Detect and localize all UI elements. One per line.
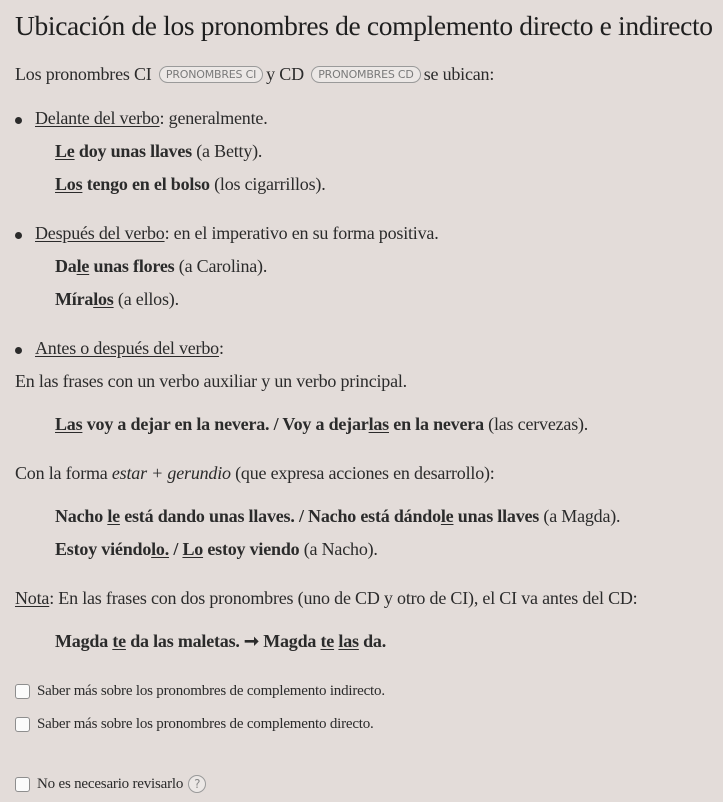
section-despues	[35, 223, 439, 244]
text: Antes o después del verbo	[35, 338, 219, 358]
bold-text: Nacho	[55, 506, 108, 526]
bold-text: da.	[358, 631, 387, 651]
text: : en el imperativo en su forma positiva.	[164, 223, 439, 243]
text: Saber más sobre los pronombres de complemento directo.	[37, 716, 374, 732]
bold-text: te	[112, 631, 126, 651]
text: No es necesario revisarlo	[37, 775, 184, 792]
text: (los cigarrillos).	[209, 174, 326, 194]
bold-text: unas flores	[89, 256, 175, 276]
pronombres-ci-tag[interactable]: PRONOMBRES CI	[159, 66, 263, 83]
text: (a Nacho).	[299, 539, 378, 559]
help-icon[interactable]: ?	[188, 775, 206, 793]
checkbox[interactable]	[15, 684, 30, 699]
pronombres-cd-tag[interactable]: PRONOMBRES CD	[311, 66, 420, 83]
bold-text: las	[368, 414, 389, 434]
text: (a ellos).	[113, 289, 179, 309]
bold-text: le	[76, 256, 90, 276]
bold-text: lo.	[151, 539, 170, 559]
note-paragraph	[15, 588, 637, 609]
page-title: Ubicación de los pronombres de complemento directo e indirecto	[15, 10, 713, 41]
bullet-icon	[15, 347, 22, 354]
text: y CD	[266, 64, 304, 84]
bold-text: te	[320, 631, 335, 651]
text: Saber más sobre los pronombres de complemento indirecto.	[37, 683, 385, 699]
example	[55, 506, 620, 527]
bullet-icon	[15, 117, 22, 124]
bold-text: estoy viendo	[203, 539, 300, 559]
bold-text: da las maletas. ➞ Magda	[125, 631, 321, 651]
bold-text: /	[169, 539, 183, 559]
bold-text: le	[440, 506, 454, 526]
section-delante	[35, 108, 268, 129]
bold-text: los	[93, 289, 114, 309]
example	[55, 414, 588, 435]
text: (a Carolina).	[174, 256, 268, 276]
checkbox-directo[interactable]	[15, 716, 374, 733]
bold-text: Estoy viéndo	[55, 539, 152, 559]
bold-text: doy unas llaves	[74, 141, 192, 161]
example	[55, 256, 267, 277]
checkbox-no-revisar[interactable]	[15, 775, 206, 793]
italic-text: estar + gerundio	[111, 463, 231, 483]
bold-text: Da	[55, 256, 77, 276]
bold-text: Lo	[182, 539, 204, 559]
text: (que expresa acciones en desarrollo):	[230, 463, 495, 483]
example	[55, 174, 326, 195]
text: (las cervezas).	[483, 414, 589, 434]
bold-text: en la nevera	[388, 414, 484, 434]
text: Delante del verbo	[35, 108, 160, 128]
checkbox[interactable]	[15, 717, 30, 732]
checkbox-indirecto[interactable]	[15, 683, 385, 700]
bold-text: unas llaves	[453, 506, 540, 526]
example	[55, 289, 179, 310]
text: Después del verbo	[35, 223, 165, 243]
intro-paragraph	[15, 64, 494, 85]
bullet-icon	[15, 232, 22, 239]
text: Los pronombres CI	[15, 64, 152, 84]
bold-text: tengo en el bolso	[82, 174, 210, 194]
bold-text: voy a dejar en la nevera. / Voy a dejar	[82, 414, 369, 434]
text: (a Betty).	[191, 141, 263, 161]
example	[55, 141, 262, 162]
example	[55, 539, 378, 560]
bold-text: Le	[55, 141, 75, 161]
text: Con la forma	[15, 463, 112, 483]
bold-text: Míra	[55, 289, 94, 309]
checkbox[interactable]	[15, 777, 30, 792]
bold-text: está dando unas llaves. / Nacho está dándo	[119, 506, 441, 526]
text: :	[218, 338, 224, 358]
text: (a Magda).	[539, 506, 621, 526]
bold-text: Las	[55, 414, 83, 434]
bold-text: le	[107, 506, 120, 526]
bold-text: Los	[55, 174, 83, 194]
bold-text: Magda	[55, 631, 113, 651]
example	[55, 631, 386, 652]
paragraph: En las frases con un verbo auxiliar y un verbo principal.	[15, 371, 407, 391]
bold-text: las	[338, 631, 359, 651]
section-antes-despues	[35, 338, 224, 359]
text: se ubican:	[423, 64, 495, 84]
text: : generalmente.	[159, 108, 268, 128]
paragraph	[15, 463, 495, 484]
text: : En las frases con dos pronombres (uno de CD y otro de CI), el CI va antes del CD:	[49, 588, 638, 608]
text: Nota	[15, 588, 50, 608]
